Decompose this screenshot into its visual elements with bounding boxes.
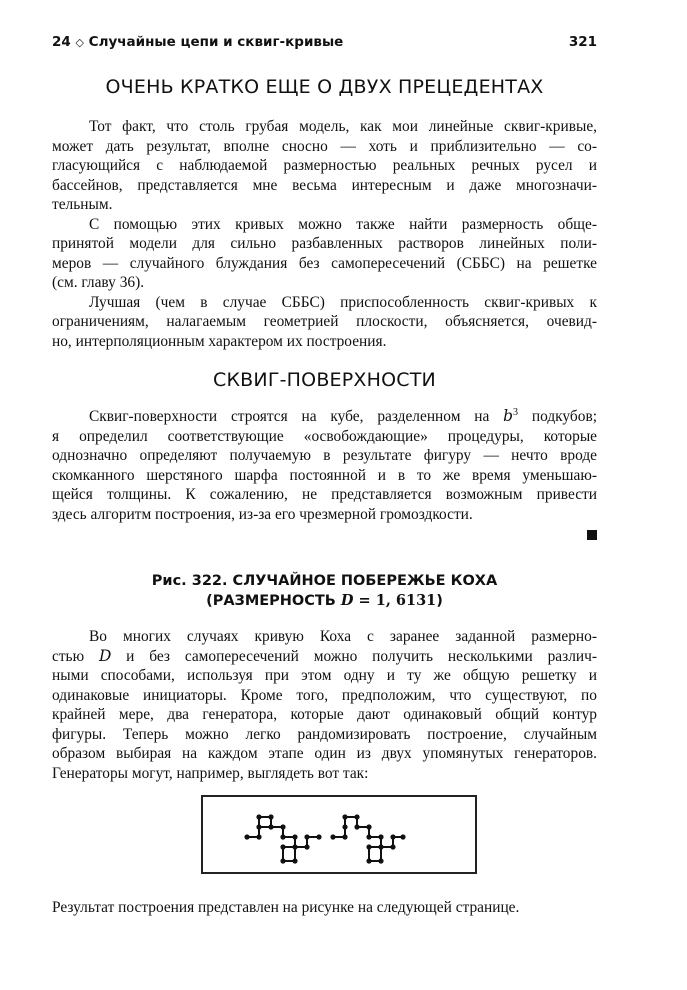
lattice-point (354, 814, 359, 819)
lattice-point (366, 824, 371, 829)
section1-body (52, 117, 597, 351)
text-line: Тот факт, что столь грубая модель, как мои линейные сквиг-кривые, (89, 118, 597, 135)
math-exponent: 3 (513, 407, 519, 418)
lattice-point (304, 834, 309, 839)
chapter-title: Случайные цепи и сквиг-кривые (88, 34, 344, 50)
text-line: фигуры. Теперь можно легко рандомизировать построение, случайным (52, 725, 597, 743)
text-line: С помощью этих кривых можно также найти размерность обще- (89, 215, 597, 233)
lattice-point (304, 844, 309, 849)
text-line: я определил соответствующие «освобождающие» процедуры, которые (52, 427, 597, 445)
math-D: D (340, 592, 354, 609)
section-title-squig-surfaces: СКВИГ-ПОВЕРХНОСТИ (213, 369, 436, 391)
lattice-point (268, 824, 273, 829)
lattice-point (256, 814, 261, 819)
text-line: гласующийся с наблюдаемой размерностью реальных речных русел и (52, 157, 597, 174)
lattice-point (256, 824, 261, 829)
section2-body (52, 407, 597, 524)
text-line: (см. главу 36). (52, 274, 145, 291)
lattice-point (390, 834, 395, 839)
lattice-point (292, 858, 297, 863)
lattice-point (342, 834, 347, 839)
lattice-point (378, 834, 383, 839)
text-line: ными способами, используя при этом одну и ту же общую решетку и (52, 667, 597, 684)
text-line: крайней мере, два генератора, которые дают одинаковый общий контур (52, 706, 597, 723)
lattice-point (268, 814, 273, 819)
text-line: стью D и без самопересечений можно получить несколькими различ- (52, 646, 597, 665)
lattice-point (400, 834, 405, 839)
lattice-point (366, 858, 371, 863)
lattice-point (280, 844, 285, 849)
text-line: меров — случайного блуждания без самопересечений (СББС) на решетке (52, 254, 597, 272)
page-number-left: 24 (52, 34, 71, 50)
text-line: Генераторы могут, например, выглядеть вот так: (52, 764, 369, 782)
lattice-point (292, 844, 297, 849)
diamond-icon: ◇ (75, 36, 84, 49)
lattice-point (280, 824, 285, 829)
page-number-right: 321 (568, 34, 597, 50)
lattice-point (244, 834, 249, 839)
lattice-point (342, 824, 347, 829)
end-of-proof-square (587, 530, 597, 540)
figure-caption: Рис. 322. СЛУЧАЙНОЕ ПОБЕРЕЖЬЕ КОХА (РАЗМЕРНОСТЬ D = 1, 6131) (151, 573, 498, 609)
math-D: D (98, 646, 112, 665)
text-line: принятой модели для сильно разбавленных растворов линейных поли- (52, 235, 597, 252)
lattice-point (316, 834, 321, 839)
section-title-precedents: ОЧЕНЬ КРАТКО ЕЩЕ О ДВУХ ПРЕЦЕДЕНТАХ (105, 76, 544, 98)
text-line: но, интерполяционным характером их построения. (52, 332, 387, 350)
text-line: тельным. (52, 196, 113, 213)
generators-figure (201, 795, 477, 874)
text-line: ограничениям, налагаемым геометрией плоскости, объясняется, очевид- (52, 313, 597, 330)
lattice-point (292, 834, 297, 839)
math-b: b (503, 407, 514, 425)
text-line: однозначно определяют получаемую в результате фигуру — нечто вроде (52, 447, 597, 464)
lattice-point (390, 844, 395, 849)
lattice-point (366, 844, 371, 849)
text-line: образом выбирая на каждом этапе один из двух упомянутых генераторов. (52, 745, 597, 762)
lattice-point (354, 824, 359, 829)
text-line: скомканного шерстяного шарфа постоянной и в то же время уменьшаю- (52, 466, 597, 484)
lattice-point (378, 844, 383, 849)
text-line: одинаковые инициаторы. Кроме того, предположим, что существуют, по (52, 686, 597, 704)
lattice-point (256, 834, 261, 839)
header-left (52, 34, 343, 50)
lattice-point (342, 814, 347, 819)
text-line: Во многих случаях кривую Коха с заранее заданной размерно- (89, 628, 597, 645)
running-header (52, 34, 597, 54)
generators-diagram (203, 797, 475, 872)
text-line: может дать результат, вполне сносно — хоть и приблизительно — со- (52, 137, 597, 155)
lattice-point (280, 858, 285, 863)
text-line: здесь алгоритм построения, из-за его чрезмерной громоздкости. (52, 505, 473, 523)
figure-body (52, 627, 597, 783)
text-line: бассейнов, представляется мне весьма интересным и даже многозначи- (52, 176, 597, 194)
text-line: щейся толщины. К сожалению, не представляется возможным привести (52, 486, 597, 503)
lattice-point (366, 834, 371, 839)
lattice-point (330, 834, 335, 839)
lattice-point (378, 858, 383, 863)
text-line: Лучшая (чем в случае СББС) приспособленность сквиг-кривых к (89, 293, 597, 311)
figure-caption-line1: Рис. 322. СЛУЧАЙНОЕ ПОБЕРЕЖЬЕ КОХА (151, 573, 498, 589)
lattice-point (280, 834, 285, 839)
text-line: Сквиг-поверхности строятся на кубе, разделенном на $b^3$ подкубов; (89, 407, 597, 425)
dimension-value: = 1, 6131 (353, 592, 437, 609)
text-line: Результат построения представлен на рисунке на следующей странице. (52, 899, 520, 916)
result-paragraph (52, 898, 597, 918)
